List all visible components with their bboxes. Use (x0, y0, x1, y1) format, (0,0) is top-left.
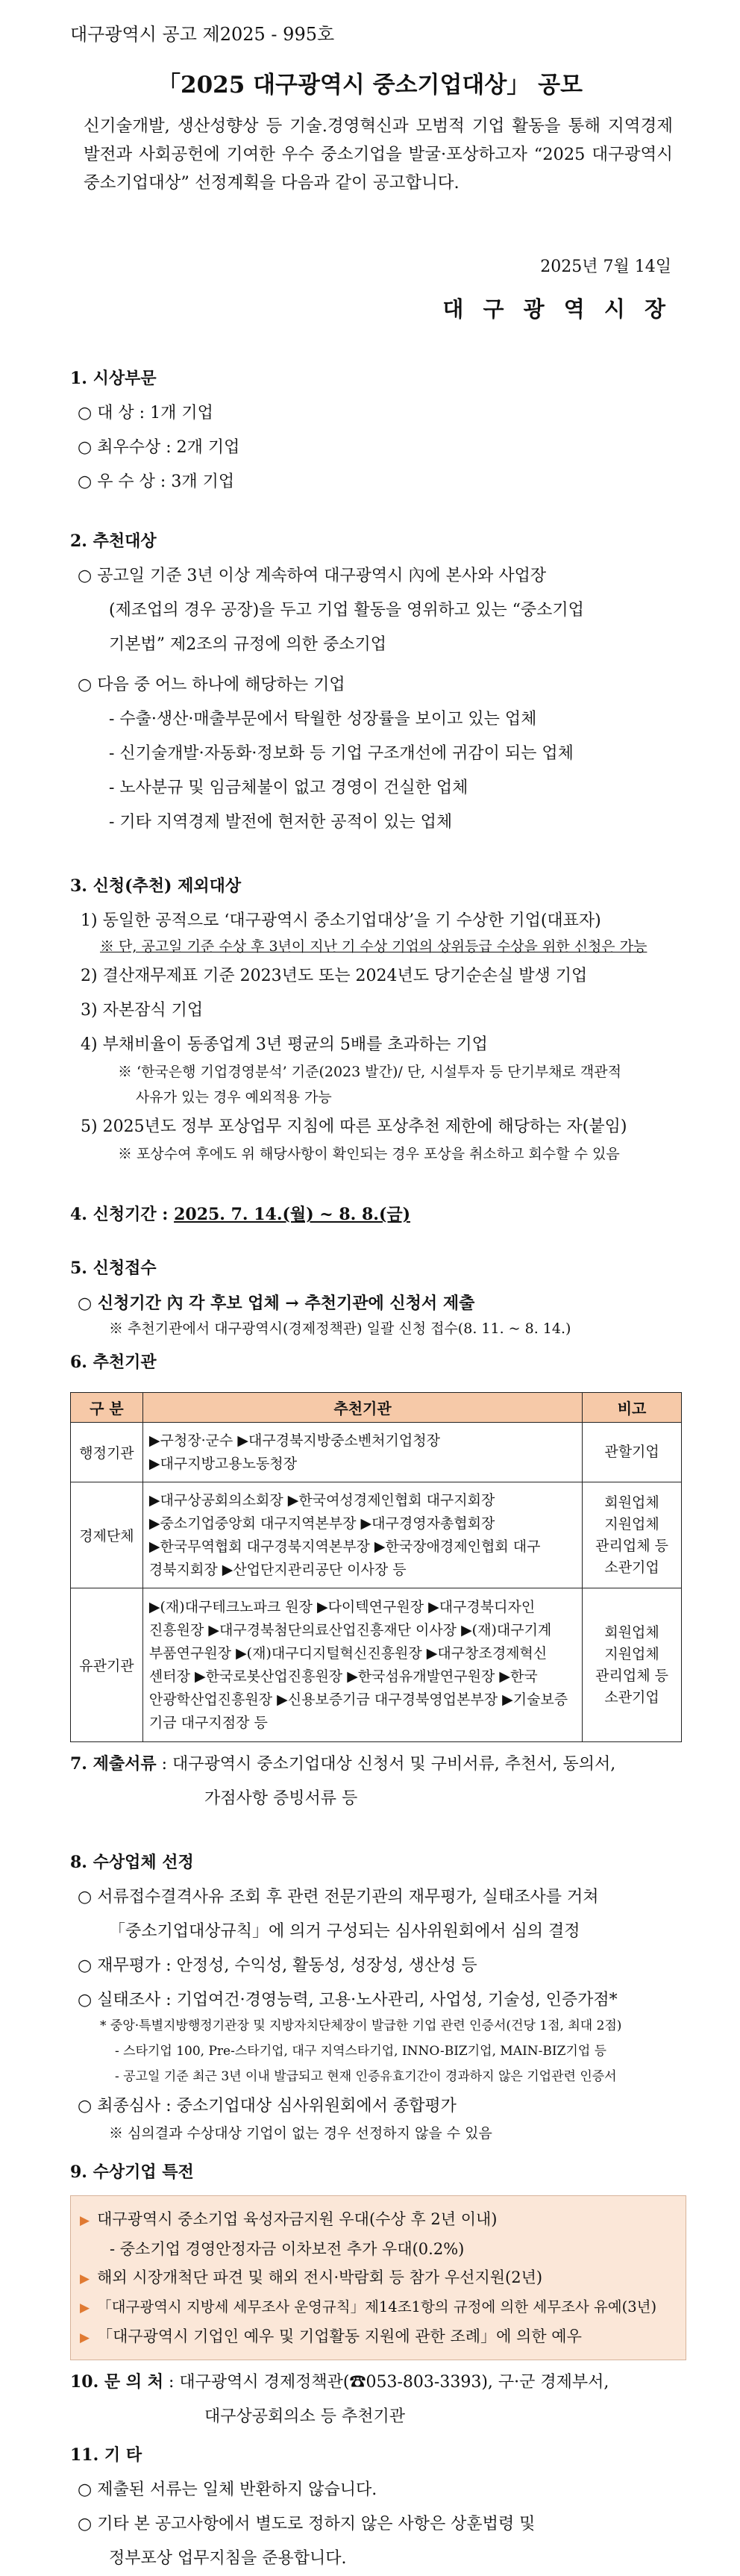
intro-paragraph: 신기술개발, 생산성향상 등 기술.경영혁신과 모범적 기업 활동을 통해 지역경제 발전과 사회공헌에 기여한 우수 중소기업을 발굴·포상하고자 “2025 대구광역시 중소기업대상” 선정계획을 다음과 같이 공고합니다. (84, 116, 673, 193)
list-item-cont: 기본법” 제2조의 규정에 의한 중소기업 (109, 635, 386, 654)
note: * 중앙·특별지방행정기관장 및 지방자치단체장이 발급한 기업 관련 인증서(건당 1점, 최대 2점) (100, 2018, 622, 2033)
table-cell: 경제단체 (71, 1482, 143, 1588)
list-item: ○ 공고일 기준 3년 이상 계속하여 대구광역시 內에 본사와 사업장 (78, 567, 547, 585)
section-title: 11. 기 타 (70, 2445, 142, 2465)
section-title: 2. 추천대상 (70, 531, 157, 551)
cell-line: ▶한국무역협회 대구경북지역본부장 ▶한국장애경제인협회 대구 (148, 1538, 541, 1555)
section-selection (70, 1850, 682, 2146)
list-item: ○ 대 상 : 1개 기업 (78, 404, 213, 422)
table-row (71, 1423, 682, 1482)
table-header-row (71, 1393, 682, 1423)
list-item: ○ 신청기간 內 각 후보 업체 → 추천기관에 신청서 제출 (78, 1294, 475, 1313)
cell-line: 소관기업 (604, 1688, 659, 1706)
cell-line: 기금 대구지점장 등 (148, 1714, 268, 1731)
benefits-box (70, 2195, 686, 2360)
documents-line (70, 1747, 682, 1782)
note: - 공고일 기준 최근 3년 이내 발급되고 현재 인증유효기간이 경과하지 않은 기업관련 인증서 (115, 2069, 617, 2084)
list-item: ○ 제출된 서류는 일체 반환하지 않습니다. (78, 2480, 377, 2499)
list-item: ○ 우 수 상 : 3개 기업 (78, 473, 235, 491)
triangle-bullet-icon: ▶ (80, 2301, 90, 2315)
doc-number: 대구광역시 공고 제2025 - 995호 (70, 24, 335, 45)
section-documents (70, 1747, 682, 1816)
benefit-subitem: - 중소기업 경영안정자금 이차보전 추가 우대(0.2%) (110, 2240, 465, 2258)
cell-line: ▶(재)대구테크노파크 원장 ▶다이텍연구원장 ▶대구경북디자인 (148, 1598, 536, 1615)
table-cell (142, 1588, 582, 1742)
list-item: ○ 실태조사 : 기업여건·경영능력, 고용·노사관리, 사업성, 기술성, 인증가점* (78, 1991, 618, 2009)
list-item-cont: 「중소기업대상규칙」에 의거 구성되는 심사위원회에서 심의 결정 (109, 1922, 580, 1941)
table-row (71, 1482, 682, 1588)
section-title: 4. 신청기간 : (70, 1205, 175, 1224)
list-item: ○ 서류접수결격사유 조회 후 관련 전문기관의 재무평가, 실태조사를 거쳐 (78, 1888, 599, 1906)
cell-line: 안광학산업진흥원장 ▶신용보증기금 대구경북영업본부장 ▶기술보증 (148, 1691, 568, 1708)
list-subitem: - 기타 지역경제 발전에 현저한 공적이 있는 업체 (109, 813, 453, 832)
table-header: 비고 (583, 1393, 682, 1423)
cell-line: 소관기업 (604, 1559, 659, 1576)
note: ※ 추천기관에서 대구광역시(경제정책관) 일괄 신청 접수(8. 11. ~ 8. 14.) (109, 1320, 571, 1337)
section-title: 3. 신청(추천) 제외대상 (70, 876, 242, 896)
triangle-bullet-icon: ▶ (80, 2330, 90, 2345)
cell-line: ▶중소기업중앙회 대구지역본부장 ▶대구경영자총협회장 (148, 1515, 495, 1532)
note: ※ 심의결과 수상대상 기업이 없는 경우 선정하지 않을 수 있음 (109, 2125, 492, 2142)
section-contact (70, 2365, 682, 2434)
issuer: 대 구 광 역 시 장 (442, 296, 671, 322)
list-item: ○ 재무평가 : 안정성, 수익성, 활동성, 성장성, 생산성 등 (78, 1956, 477, 1975)
cell-line: ▶대구상공회의소회장 ▶한국여성경제인협회 대구지회장 (148, 1491, 495, 1509)
section-title: 6. 추천기관 (70, 1353, 157, 1372)
cell-line: 경북지회장 ▶산업단지관리공단 이사장 등 (148, 1561, 407, 1578)
note: ※ 단, 공고일 기준 수상 후 3년이 지난 기 수상 기업의 상위등급 수상을 위한 신청은 가능 (100, 938, 648, 955)
table-cell (142, 1482, 582, 1588)
benefit-item: ▶ 「대구광역시 기업인 예우 및 기업활동 지원에 관한 조례」에 의한 예우 (80, 2327, 582, 2345)
section-title: 10. 문 의 처 (70, 2372, 164, 2392)
note: ※ ‘한국은행 기업경영분석’ 기준(2023 발간)/ 단, 시설투자 등 단기부채로 객관적 (118, 1064, 621, 1080)
list-item-cont: 정부포상 업무지침을 준용합니다. (109, 2549, 347, 2568)
contact-text: : 대구광역시 경제정책관(☎053-803-3393), 구·군 경제부서, (163, 2373, 609, 2392)
section-eligibility (70, 528, 682, 840)
section-title: 1. 시상부문 (70, 369, 157, 388)
section-benefits (70, 2159, 682, 2190)
list-item: 4) 부채비율이 동종업계 3년 평균의 5배를 초과하는 기업 (81, 1035, 488, 1054)
contact-line (70, 2365, 682, 2400)
list-item: ○ 다음 중 어느 하나에 해당하는 기업 (78, 676, 345, 694)
benefit-item: ▶ 해외 시장개척단 파견 및 해외 전시·박람회 등 참가 우선지원(2년) (80, 2268, 543, 2286)
note: - 스타기업 100, Pre-스타기업, 대구 지역스타기업, INNO-BIZ기업, MAIN-BIZ기업 등 (115, 2044, 607, 2059)
list-subitem: - 노사분규 및 임금체불이 없고 경영이 건실한 업체 (109, 779, 468, 797)
cell-line: 센터장 ▶한국로봇산업진흥원장 ▶한국섬유개발연구원장 ▶한국 (148, 1668, 538, 1685)
cell-line: 지원업체 (604, 1645, 659, 1662)
triangle-bullet-icon: ▶ (80, 2213, 90, 2228)
cell-line: ▶대구지방고용노동청장 (148, 1455, 298, 1472)
section-title: 8. 수상업체 선정 (70, 1853, 194, 1872)
list-subitem: - 신기술개발·자동화·정보화 등 기업 구조개선에 귀감이 되는 업체 (109, 744, 574, 763)
list-item: 5) 2025년도 정부 포상업무 지침에 따른 포상추천 제한에 해당하는 자(붙임) (81, 1117, 627, 1136)
list-subitem: - 수출·생산·매출부문에서 탁월한 성장률을 보이고 있는 업체 (109, 710, 537, 729)
section-others (70, 2442, 682, 2576)
section-award-categories (70, 366, 682, 499)
table-cell (142, 1423, 582, 1482)
section-title: 7. 제출서류 (70, 1754, 157, 1774)
note: ※ 포상수여 후에도 위 해당사항이 확인되는 경우 포상을 취소하고 회수할 수 있음 (118, 1146, 620, 1162)
cell-line: 회원업체 (604, 1494, 659, 1511)
documents-text: : 대구광역시 중소기업대상 신청서 및 구비서류, 추천서, 동의서, (156, 1755, 616, 1774)
institutions-table (70, 1392, 682, 1742)
application-period: 2025. 7. 14.(월) ~ 8. 8.(금) (174, 1205, 411, 1224)
list-item-cont: (제조업의 경우 공장)을 두고 기업 활동을 영위하고 있는 “중소기업 (109, 601, 584, 620)
cell-line: 관리업체 등 (595, 1537, 668, 1554)
note-cont: 사유가 있는 경우 예외적용 가능 (136, 1089, 332, 1105)
cell-line: 부품연구원장 ▶(재)대구디지털혁신진흥원장 ▶대구창조경제혁신 (148, 1644, 548, 1662)
table-cell: 행정기관 (71, 1423, 143, 1482)
table-row (71, 1588, 682, 1742)
section-title: 9. 수상기업 특전 (70, 2162, 194, 2182)
table-cell (583, 1588, 682, 1742)
table-cell: 유관기관 (71, 1588, 143, 1742)
announcement-date: 2025년 7월 14일 (540, 258, 671, 276)
cell-line: 관리업체 등 (595, 1667, 668, 1684)
list-item: 2) 결산재무제표 기준 2023년도 또는 2024년도 당기순손실 발생 기업 (81, 967, 588, 985)
cell-line: ▶구청장·군수 ▶대구경북지방중소벤처기업청장 (148, 1432, 440, 1449)
cell-line: 진흥원장 ▶대구경북첨단의료산업진흥재단 이사장 ▶(재)대구기계 (148, 1621, 552, 1638)
table-header: 구 분 (71, 1393, 143, 1423)
benefit-item: ▶ 대구광역시 중소기업 육성자금지원 우대(수상 후 2년 이내) (80, 2210, 498, 2228)
section-title: 5. 신청접수 (70, 1259, 157, 1278)
list-item: ○ 최종심사 : 중소기업대상 심사위원회에서 종합평가 (78, 2097, 457, 2115)
list-item: ○ 기타 본 공고사항에서 별도로 정하지 않은 사항은 상훈법령 및 (78, 2515, 536, 2533)
table-cell (583, 1482, 682, 1588)
section-period (70, 1202, 682, 1225)
cell-line: 지원업체 (604, 1515, 659, 1532)
triangle-bullet-icon: ▶ (80, 2271, 90, 2286)
list-item: ○ 최우수상 : 2개 기업 (78, 438, 240, 457)
doc-title: 「2025 대구광역시 중소기업대상」 공모 (157, 72, 583, 99)
list-item: 3) 자본잠식 기업 (81, 1001, 204, 1020)
table-cell (583, 1423, 682, 1482)
cell-line: 관할기업 (604, 1444, 659, 1460)
documents-text-cont: 가점사항 증빙서류 등 (204, 1789, 358, 1808)
cell-line: 회원업체 (604, 1624, 659, 1641)
table-header: 추천기관 (142, 1393, 582, 1423)
section-exclusions (70, 873, 682, 1167)
list-item: 1) 동일한 공적으로 ‘대구광역시 중소기업대상’을 기 수상한 기업(대표자) (81, 911, 601, 930)
section-application (70, 1256, 682, 1341)
contact-text-cont: 대구상공회의소 등 추천기관 (204, 2407, 406, 2426)
benefit-item: ▶ 「대구광역시 지방세 세무조사 운영규칙」제14조1항의 규정에 의한 세무조사 유예(3년) (80, 2298, 657, 2315)
section-recommending-institutions (70, 1350, 682, 1380)
